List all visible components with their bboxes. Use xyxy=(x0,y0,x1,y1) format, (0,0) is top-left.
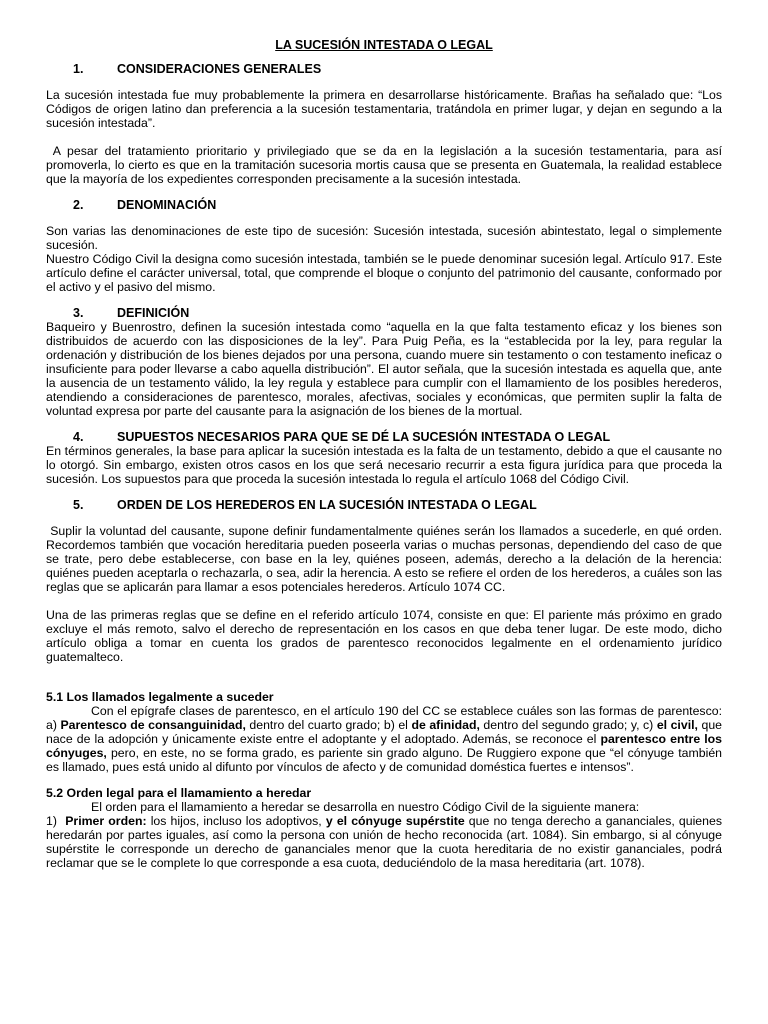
text-run: que no tenga derecho a gananciales, quienes heredarán por partes iguales, así como la persona con unión de hecho reconocida (art. 1084). Sin embargo, si al cónyuge supérstite le corresponde un derecho de gananciales menor que la cuota hereditaria de no existir gananciales, podrá reclamar que se le complete lo que corresponde a esa cuota, deduciéndolo de la masa hereditaria (art. 1078). xyxy=(46,814,722,870)
text-run: que nace de la adopción y únicamente existe entre el adoptante y el adoptado. Además, se reconoce el xyxy=(46,718,722,746)
text-run: 1) xyxy=(46,814,66,828)
section-5-title: ORDEN DE LOS HEREDEROS EN LA SUCESIÓN INTESTADA O LEGAL xyxy=(117,498,537,512)
text-run: dentro del segundo grado; y, c) xyxy=(479,718,657,732)
section-1-title: CONSIDERACIONES GENERALES xyxy=(117,62,322,76)
section-4-paragraph-1: En términos generales, la base para aplicar la sucesión intestada es la falta de un testamento, debido a que el causante no lo otorgó. Sin embargo, existen otros casos en los que será necesario recurrir a esta figura jurídica para que proceda la sucesión. Los supuestos para que proceda la sucesión intestada lo regula el artículo 1068 del Código Civil. xyxy=(46,444,722,486)
section-4-number: 4. xyxy=(73,430,84,444)
section-4-title: SUPUESTOS NECESARIOS PARA QUE SE DÉ LA SUCESIÓN INTESTADA O LEGAL xyxy=(117,430,611,444)
section-1-paragraph-1: La sucesión intestada fue muy probablemente la primera en desarrollarse históricamente. Brañas ha señalado que: “Los Códigos de origen latino dan preferencia a la sucesión testamentaria, tratándola en primer lugar, y dejan en segundo a la sucesión intestada”. xyxy=(46,88,722,130)
section-1-paragraph-2: A pesar del tratamiento prioritario y privilegiado que se da en la legislación a la sucesión testamentaria, para así promoverla, lo cierto es que en la tramitación sucesoria mortis causa que se presenta en Guatemala, la realidad establece que la mayoría de los expedientes corresponden precisamente a la sucesión intestada. xyxy=(46,144,726,186)
section-2-heading xyxy=(46,198,722,212)
section-1-number: 1. xyxy=(73,62,84,76)
bold-term: de afinidad, xyxy=(411,718,480,732)
subsection-5-1-heading: 5.1 Los llamados legalmente a suceder xyxy=(46,690,274,704)
bold-term: el civil, xyxy=(656,718,698,732)
text-run: Con el epígrafe clases de parentesco, en el artículo 190 del CC se establece cuáles son las formas de parentesco: a) xyxy=(46,704,722,732)
bold-term: parentesco entre los cónyuges, xyxy=(46,732,723,760)
text-run: pero, en este, no se forma grado, es pariente sin grado alguno. De Ruggiero expone que “el cónyuge también es llamado, pues está unido al difunto por vínculos de afecto y de comunidad doméstica fuertes e intensos”. xyxy=(46,746,722,774)
section-1-heading xyxy=(46,62,722,76)
section-2-paragraph-2: Nuestro Código Civil la designa como sucesión intestada, también se le puede denominar sucesión legal. Artículo 917. Este artículo define el carácter universal, total, que comprende el bloque o conjunto del patrimonio del causante, conformado por el activo y el pasivo del mismo. xyxy=(46,252,722,294)
text-run: dentro del cuarto grado; b) el xyxy=(245,718,412,732)
bold-term: y el cónyuge supérstite xyxy=(325,814,465,828)
section-4-heading xyxy=(46,430,722,444)
document-title: LA SUCESIÓN INTESTADA O LEGAL xyxy=(275,38,493,52)
section-5-heading xyxy=(46,498,722,512)
section-5-number: 5. xyxy=(73,498,84,512)
subsection-5-1-paragraph xyxy=(46,704,722,774)
section-2-title: DENOMINACIÓN xyxy=(117,198,217,212)
section-2-number: 2. xyxy=(73,198,84,212)
bold-term: Primer orden: xyxy=(65,814,147,828)
section-3-title: DEFINICIÓN xyxy=(117,306,190,320)
section-3-heading xyxy=(46,306,722,320)
subsection-5-2-intro: El orden para el llamamiento a heredar se desarrolla en nuestro Código Civil de la siguiente manera: xyxy=(91,800,640,814)
section-3-number: 3. xyxy=(73,306,84,320)
text-run: los hijos, incluso los adoptivos, xyxy=(146,814,326,828)
section-2-paragraph-1: Son varias las denominaciones de este tipo de sucesión: Sucesión intestada, sucesión abintestato, legal o simplemente sucesión. xyxy=(46,224,722,252)
subsection-5-2-item-1 xyxy=(46,814,722,870)
section-5-paragraph-1: Suplir la voluntad del causante, supone definir fundamentalmente quiénes serán los llamados a sucederle, en qué orden. Recordemos también que vocación hereditaria pueden poseerla varias o muchas personas, dependiendo del caso de que se trate, pero debe establecerse, con base en la ley, quiénes poseen, además, derecho a la delación de la herencia: quiénes pueden aceptarla o rechazarla, o sea, adir la herencia. A esto se refiere el orden de los herederos, a cuáles son las reglas que se aplicarán para llamar a esos potenciales herederos. Artículo 1074 CC. xyxy=(46,524,726,594)
section-5-paragraph-2: Una de las primeras reglas que se define en el referido artículo 1074, consiste en que: El pariente más próximo en grado excluye el más remoto, salvo el derecho de representación en los casos en que deba tener lugar. De este modo, dicho artículo obliga a tomar en cuenta los grados de parentesco reconocidos legalmente en el ordenamiento jurídico guatemalteco. xyxy=(46,608,722,664)
subsection-5-2-heading: 5.2 Orden legal para el llamamiento a heredar xyxy=(46,786,312,800)
bold-term: Parentesco de consanguinidad, xyxy=(60,718,246,732)
section-3-paragraph-1: Baqueiro y Buenrostro, definen la sucesión intestada como “aquella en la que falta testamento eficaz y los bienes son distribuidos de acuerdo con las disposiciones de la ley”. Para Puig Peña, es la “establecida por la ley, para regular la ordenación y distribución de los bienes dejados por una persona, cuando muere sin testamento o con testamento ineficaz o insuficiente para poder llevarse a cabo aquella distribución”. El autor señala, que la sucesión intestada es aquella que, ante la ausencia de un testamento válido, la ley regula y establece para cumplir con el llamamiento de los posibles herederos, atendiendo a consideraciones de parentesco, morales, afectivas, sociales y económicas, que permiten suplir la falta de voluntad expresa por parte del causante para la asignación de los bienes de la mortual. xyxy=(46,320,722,418)
